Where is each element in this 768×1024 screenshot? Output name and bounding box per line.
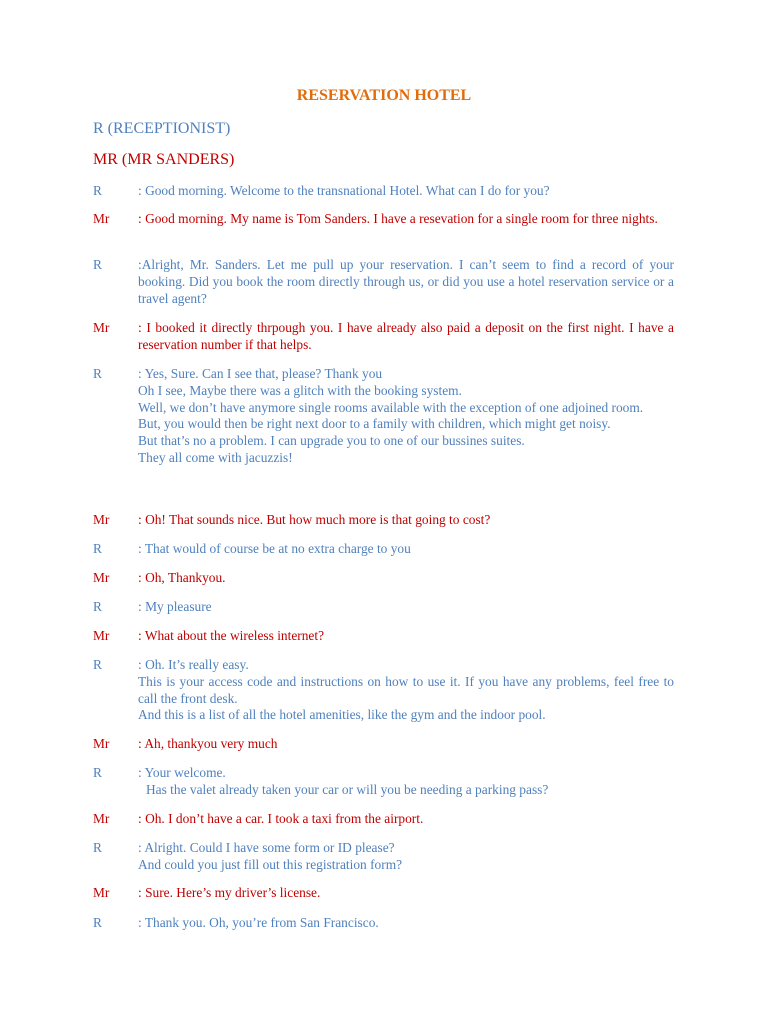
turn-text bbox=[138, 257, 674, 307]
dialogue-turn bbox=[93, 885, 674, 902]
dialogue-line: Oh I see, Maybe there was a glitch with the booking system. bbox=[138, 382, 462, 398]
speaker-label: Mr bbox=[93, 512, 110, 527]
dialogue-line: This is your access code and instructions on how to use it. If you have any problems, feel free to call the front desk. bbox=[138, 673, 674, 706]
turn-text bbox=[138, 840, 674, 874]
turn-text bbox=[138, 211, 674, 228]
dialogue-line: And this is a list of all the hotel amenities, like the gym and the indoor pool. bbox=[138, 707, 546, 723]
turn-text bbox=[138, 765, 674, 799]
dialogue-line: : What about the wireless internet? bbox=[138, 628, 325, 643]
dialogue-line: Well, we don’t have anymore single rooms available with the exception of one adjoined room. bbox=[138, 399, 644, 415]
dialogue-turn bbox=[93, 657, 674, 724]
turn-text bbox=[138, 811, 674, 828]
dialogue-line: : Thank you. Oh, you’re from San Francisco. bbox=[138, 915, 379, 930]
turn-text bbox=[138, 541, 674, 558]
turn-text bbox=[138, 657, 674, 724]
dialogue-line: : Your welcome. bbox=[138, 765, 226, 780]
dialogue-turn bbox=[93, 183, 674, 200]
speaker-label: R bbox=[93, 840, 102, 855]
dialogue-line: : Ah, thankyou very much bbox=[138, 736, 278, 751]
dialogue-line: But, you would then be right next door to a family with children, which might get noisy. bbox=[138, 416, 611, 432]
turn-text bbox=[138, 628, 674, 645]
turn-text bbox=[138, 183, 674, 200]
dialogue-turn bbox=[93, 915, 674, 932]
dialogue-line: And could you just fill out this registration form? bbox=[138, 856, 403, 872]
dialogue-turn bbox=[93, 366, 674, 467]
dialogue-line: : Good morning. My name is Tom Sanders. I have a resevation for a single room for three nights. bbox=[138, 211, 658, 226]
speaker-label: Mr bbox=[93, 320, 110, 335]
dialogue-turn bbox=[93, 257, 674, 307]
dialogue-line: : Oh, Thankyou. bbox=[138, 570, 226, 585]
turn-text bbox=[138, 599, 674, 616]
dialogue-line: They all come with jacuzzis! bbox=[138, 449, 293, 465]
receptionist-heading: R (RECEPTIONIST) bbox=[93, 120, 231, 137]
dialogue-turn bbox=[93, 570, 674, 587]
speaker-label: R bbox=[93, 657, 102, 672]
dialogue-line: : Good morning. Welcome to the transnational Hotel. What can I do for you? bbox=[138, 183, 550, 198]
dialogue-line: : I booked it directly thrpough you. I have already also paid a deposit on the first night. I have a reservation number if that helps. bbox=[138, 320, 674, 352]
turn-text bbox=[138, 736, 674, 753]
dialogue-line: : Alright. Could I have some form or ID please? bbox=[138, 840, 395, 855]
turn-text bbox=[138, 512, 674, 529]
speaker-label: Mr bbox=[93, 211, 110, 226]
speaker-label: R bbox=[93, 915, 102, 930]
dialogue-line: : Oh. I don’t have a car. I took a taxi from the airport. bbox=[138, 811, 424, 826]
turn-text bbox=[138, 570, 674, 587]
speaker-label: Mr bbox=[93, 885, 110, 900]
document-title: RESERVATION HOTEL bbox=[296, 87, 472, 104]
speaker-label: Mr bbox=[93, 570, 110, 585]
speaker-label: R bbox=[93, 599, 102, 614]
dialogue-line: : Yes, Sure. Can I see that, please? Thank you bbox=[138, 366, 383, 381]
dialogue-turn bbox=[93, 320, 674, 354]
dialogue-line: : That would of course be at no extra charge to you bbox=[138, 541, 411, 556]
dialogue-turn bbox=[93, 765, 674, 799]
turn-text bbox=[138, 885, 674, 902]
guest-heading: MR (MR SANDERS) bbox=[93, 151, 235, 168]
dialogue-turn bbox=[93, 512, 674, 529]
dialogue-turn bbox=[93, 628, 674, 645]
turn-text bbox=[138, 915, 674, 932]
speaker-label: R bbox=[93, 366, 102, 381]
dialogue-turn bbox=[93, 811, 674, 828]
dialogue-line: :Alright, Mr. Sanders. Let me pull up your reservation. I can’t seem to find a record of your booking. Did you book the room directly through us, or did you use a hotel reservation service or a travel agent? bbox=[138, 257, 674, 306]
dialogue-line: : Oh. It’s really easy. bbox=[138, 657, 249, 672]
dialogue-turn bbox=[93, 736, 674, 753]
turn-text bbox=[138, 320, 674, 354]
dialogue-line: : My pleasure bbox=[138, 599, 212, 614]
speaker-label: R bbox=[93, 183, 102, 198]
dialogue-turn bbox=[93, 541, 674, 558]
dialogue-line: But that’s no a problem. I can upgrade you to one of our bussines suites. bbox=[138, 433, 525, 449]
dialogue-line: : Sure. Here’s my driver’s license. bbox=[138, 885, 321, 900]
speaker-label: R bbox=[93, 541, 102, 556]
dialogue-turn bbox=[93, 211, 674, 228]
speaker-label: Mr bbox=[93, 811, 110, 826]
speaker-label: Mr bbox=[93, 628, 110, 643]
speaker-label: R bbox=[93, 765, 102, 780]
speaker-label: Mr bbox=[93, 736, 110, 751]
dialogue-turn bbox=[93, 840, 674, 874]
speaker-label: R bbox=[93, 257, 102, 272]
turn-text bbox=[138, 366, 674, 467]
dialogue-line: : Oh! That sounds nice. But how much more is that going to cost? bbox=[138, 512, 491, 527]
dialogue-line: Has the valet already taken your car or will you be needing a parking pass? bbox=[146, 781, 549, 797]
dialogue-turn bbox=[93, 599, 674, 616]
